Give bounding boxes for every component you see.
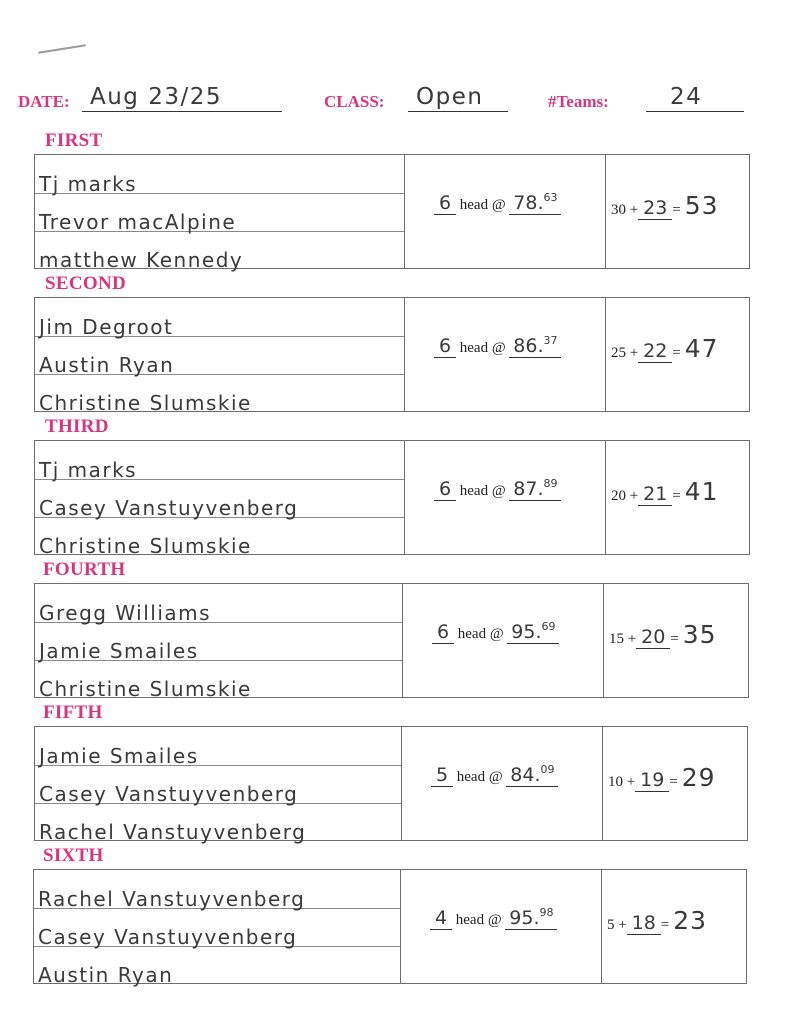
weight-main: 84.	[510, 764, 541, 786]
head-weight-line	[434, 334, 561, 358]
name-row	[34, 946, 400, 987]
score-line: 15 + 20 = 35	[609, 620, 717, 649]
points-added: 23	[638, 197, 672, 220]
points-total: 41	[684, 477, 719, 506]
head-column	[404, 441, 606, 554]
head-column	[404, 298, 606, 411]
score-line: 20 + 21 = 41	[611, 477, 719, 506]
points-base: 25	[611, 345, 626, 361]
team-member-name: matthew Kennedy	[39, 248, 244, 272]
score-line: 5 + 18 = 23	[607, 906, 707, 935]
place-label: FIFTH	[43, 702, 103, 723]
team-member-name: Trevor macAlpine	[39, 210, 237, 234]
class-underline	[408, 111, 508, 112]
head-count: 6	[434, 335, 456, 358]
head-at-label: head @	[459, 197, 506, 213]
team-member-name: Casey Vanstuyvenberg	[38, 925, 298, 949]
weight-value	[509, 477, 561, 501]
head-weight-line	[432, 620, 559, 644]
names-column	[35, 298, 405, 415]
place-label: FOURTH	[43, 559, 126, 580]
weight-decimal: 89	[543, 477, 558, 490]
placing-table	[34, 297, 750, 415]
name-row	[34, 870, 400, 909]
name-row	[35, 803, 401, 844]
weight-main: 86.	[513, 335, 544, 357]
team-member-name: Christine Slumskie	[39, 391, 252, 415]
score-column	[605, 441, 749, 554]
head-weight-line	[434, 477, 561, 501]
placing-table	[33, 869, 747, 987]
weight-decimal: 69	[541, 620, 556, 633]
team-member-name: Jamie Smailes	[39, 744, 199, 768]
head-count: 6	[434, 192, 456, 215]
weight-decimal: 09	[540, 763, 555, 776]
points-base: 10	[608, 774, 623, 790]
date-field	[18, 86, 288, 116]
points-total: 29	[681, 763, 716, 792]
weight-value	[509, 191, 561, 215]
name-row	[35, 441, 404, 480]
name-row	[35, 231, 404, 272]
placing-table	[34, 440, 750, 558]
team-member-name: Casey Vanstuyvenberg	[39, 782, 299, 806]
class-value: Open	[416, 84, 484, 110]
placing-table	[34, 583, 749, 701]
name-row	[35, 374, 404, 415]
head-count: 4	[430, 907, 452, 930]
teams-field	[548, 86, 748, 116]
team-member-name: Gregg Williams	[39, 601, 212, 625]
team-member-name: Christine Slumskie	[39, 534, 252, 558]
name-row	[35, 517, 404, 558]
points-added: 19	[635, 769, 669, 792]
score-column	[605, 155, 749, 268]
points-total: 53	[684, 191, 719, 220]
weight-decimal: 63	[543, 191, 558, 204]
class-label: CLASS:	[324, 92, 385, 111]
name-row	[35, 336, 404, 375]
names-column	[34, 870, 401, 987]
team-member-name: Christine Slumskie	[39, 677, 252, 701]
weight-value	[505, 906, 557, 930]
name-row	[35, 193, 404, 232]
score-column	[602, 727, 747, 840]
team-member-name: Austin Ryan	[39, 353, 175, 377]
score-line: 10 + 19 = 29	[608, 763, 716, 792]
weight-main: 95.	[509, 907, 540, 929]
head-count: 6	[434, 478, 456, 501]
teams-underline	[646, 111, 744, 112]
name-row	[35, 584, 402, 623]
points-added: 22	[638, 340, 672, 363]
teams-value: 24	[670, 84, 703, 110]
points-base: 20	[611, 488, 626, 504]
stray-pen-mark	[38, 44, 86, 53]
head-column	[404, 155, 606, 268]
head-count: 6	[432, 621, 454, 644]
name-row	[34, 908, 400, 947]
name-row	[35, 765, 401, 804]
points-added: 21	[638, 483, 672, 506]
points-base: 5	[607, 917, 615, 933]
name-row	[35, 298, 404, 337]
place-label: THIRD	[45, 416, 109, 437]
head-column	[401, 727, 603, 840]
place-label: SIXTH	[43, 845, 104, 866]
place-label: SECOND	[45, 273, 126, 294]
team-member-name: Jim Degroot	[39, 315, 174, 339]
names-column	[35, 727, 402, 844]
score-column	[605, 298, 749, 411]
head-at-label: head @	[457, 626, 504, 642]
weight-decimal: 37	[543, 334, 558, 347]
head-column	[400, 870, 602, 983]
weight-decimal: 98	[539, 906, 554, 919]
class-field	[324, 86, 524, 116]
points-added: 20	[636, 626, 670, 649]
team-member-name: Casey Vanstuyvenberg	[39, 496, 299, 520]
name-row	[35, 660, 402, 701]
date-underline	[82, 111, 282, 112]
score-column	[601, 870, 746, 983]
head-at-label: head @	[456, 769, 503, 785]
score-line: 30 + 23 = 53	[611, 191, 719, 220]
head-count: 5	[431, 764, 453, 787]
placing-table	[34, 726, 748, 844]
points-base: 15	[609, 631, 624, 647]
team-member-name: Rachel Vanstuyvenberg	[38, 887, 306, 911]
name-row	[35, 155, 404, 194]
name-row	[35, 727, 401, 766]
name-row	[35, 622, 402, 661]
head-at-label: head @	[459, 483, 506, 499]
names-column	[35, 584, 403, 701]
points-total: 47	[684, 334, 719, 363]
weight-main: 87.	[513, 478, 544, 500]
points-added: 18	[627, 912, 661, 935]
head-column	[402, 584, 604, 697]
weight-main: 95.	[511, 621, 542, 643]
head-at-label: head @	[459, 340, 506, 356]
head-weight-line	[430, 906, 557, 930]
head-at-label: head @	[455, 912, 502, 928]
names-column	[35, 441, 405, 558]
score-column	[603, 584, 748, 697]
team-member-name: Austin Ryan	[38, 963, 174, 987]
place-label: FIRST	[45, 130, 103, 151]
team-member-name: Tj marks	[39, 172, 138, 196]
name-row	[35, 479, 404, 518]
head-weight-line	[431, 763, 558, 787]
points-total: 23	[673, 906, 707, 935]
team-member-name: Rachel Vanstuyvenberg	[39, 820, 307, 844]
date-value: Aug 23/25	[90, 84, 223, 110]
team-member-name: Jamie Smailes	[39, 639, 199, 663]
weight-value	[509, 334, 561, 358]
score-line: 25 + 22 = 47	[611, 334, 719, 363]
date-label: DATE:	[18, 92, 70, 111]
points-total: 35	[682, 620, 717, 649]
weight-value	[507, 620, 559, 644]
head-weight-line	[434, 191, 561, 215]
weight-value	[506, 763, 558, 787]
points-base: 30	[611, 202, 626, 218]
placing-table	[34, 154, 750, 272]
names-column	[35, 155, 405, 272]
weight-main: 78.	[513, 192, 544, 214]
team-member-name: Tj marks	[39, 458, 138, 482]
teams-label: #Teams:	[548, 92, 609, 111]
